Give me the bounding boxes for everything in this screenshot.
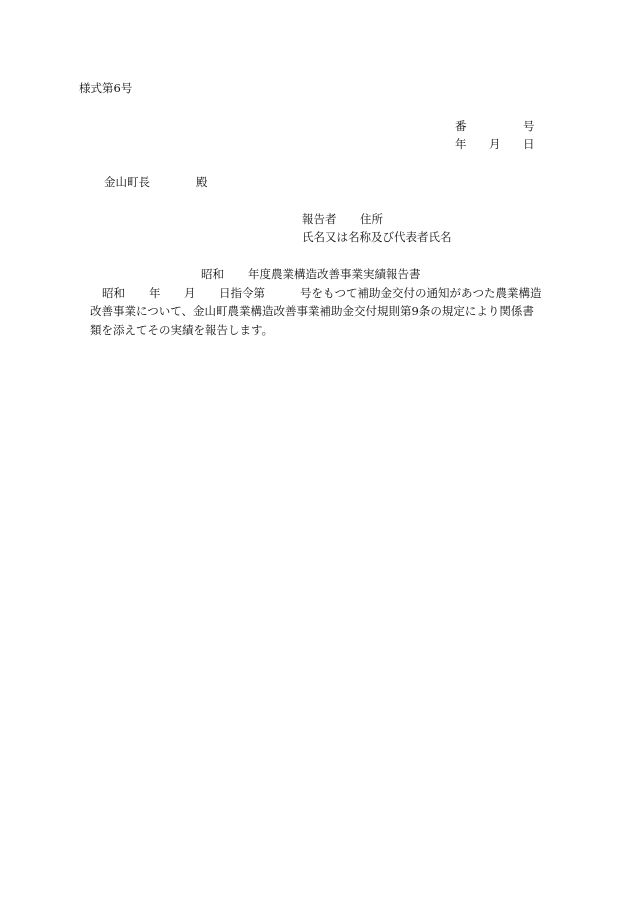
reporter-label: 報告者 [302,212,337,226]
body-line3: 類を添えてその実績を報告します。 [90,323,274,337]
date-month: 月 [489,137,501,151]
date-year: 年 [455,137,467,151]
body-line2: 改善事業について、金山町農業構造改善事業補助金交付規則第9条の規定により関係書 [90,304,534,318]
number-suffix: 号 [523,119,535,133]
number-label: 番 [455,119,467,133]
body-day-order: 日指令第 [219,286,265,300]
body-month: 月 [184,286,196,300]
body-line1-rest: 号をもつて補助金交付の通知があつた農業構造 [300,286,542,300]
addressee-honorific: 殿 [196,175,208,189]
form-number: 様式第6号 [79,81,133,95]
reporter-name-label: 氏名又は名称及び代表者氏名 [302,230,452,244]
date-day: 日 [523,137,535,151]
title-era: 昭和 [201,267,224,281]
document-title: 年度農業構造改善事業実績報告書 [248,267,421,281]
reporter-address-label: 住所 [360,212,383,226]
body-era: 昭和 [102,286,125,300]
body-year: 年 [149,286,161,300]
addressee-name: 金山町長 [104,175,150,189]
